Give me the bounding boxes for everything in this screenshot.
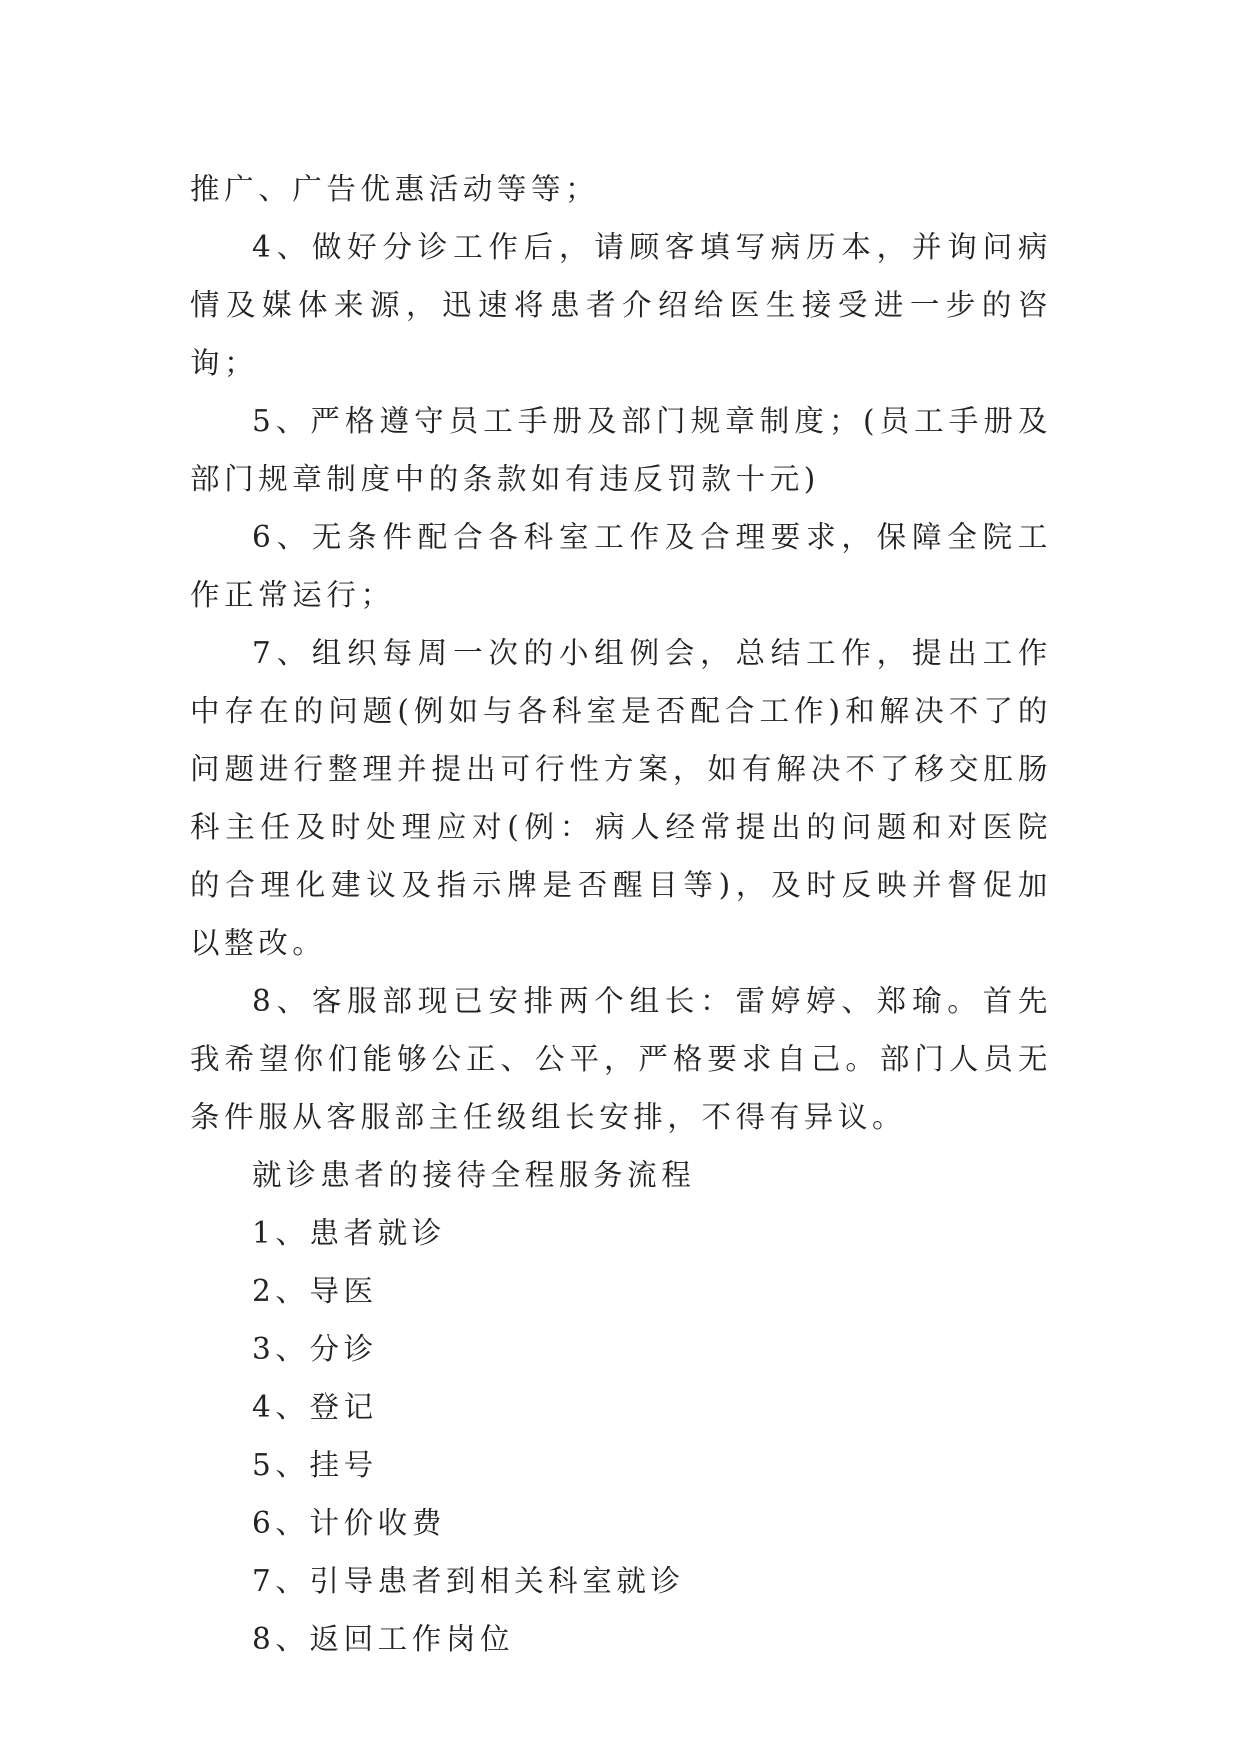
flow-step: 6、计价收费 [252, 1506, 446, 1540]
paragraph-item-4: 4、做好分诊工作后，请顾客填写病历本，并询问病情及媒体来源，迅速将患者介绍给医生接受进一步的咨询； [190, 230, 1052, 380]
flow-step: 1、患者就诊 [252, 1216, 446, 1250]
flow-step: 2、导医 [252, 1274, 378, 1308]
flow-step: 8、返回工作岗位 [252, 1622, 515, 1656]
paragraph-continuation: 推广、广告优惠活动等等； [190, 172, 600, 206]
paragraph-item-6: 6、无条件配合各科室工作及合理要求，保障全院工作正常运行； [190, 520, 1052, 612]
document-body [190, 160, 1052, 1668]
paragraph-item-8: 8、客服部现已安排两个组长：雷婷婷、郑瑜。首先我希望你们能够公正、公平，严格要求自己。部门人员无条件服从客服部主任级组长安排，不得有异议。 [190, 984, 1052, 1134]
paragraph-item-7: 7、组织每周一次的小组例会，总结工作，提出工作中存在的问题(例如与各科室是否配合工作)和解决不了的问题进行整理并提出可行性方案，如有解决不了移交肛肠科主任及时处理应对(例：病人经常提出的问题和对医院的合理化建议及指示牌是否醒目等)，及时反映并督促加以整改。 [190, 636, 1052, 960]
flow-title: 就诊患者的接待全程服务流程 [252, 1158, 696, 1192]
flow-step: 4、登记 [252, 1390, 378, 1424]
flow-step: 3、分诊 [252, 1332, 378, 1366]
paragraph-item-5: 5、严格遵守员工手册及部门规章制度；(员工手册及部门规章制度中的条款如有违反罚款十元) [190, 404, 1052, 496]
flow-step: 7、引导患者到相关科室就诊 [252, 1564, 685, 1598]
flow-step: 5、挂号 [252, 1448, 378, 1482]
